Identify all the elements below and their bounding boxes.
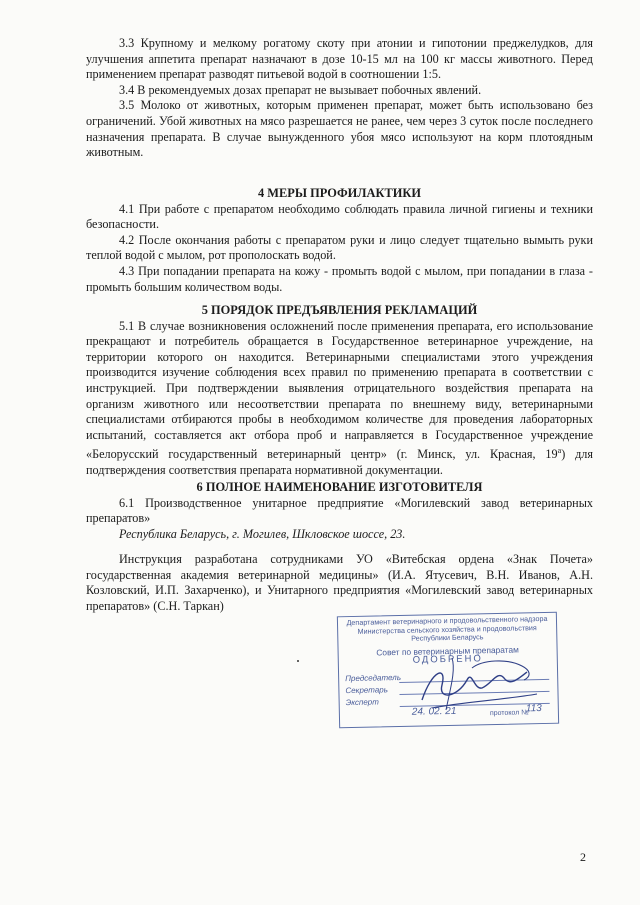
section-5-heading: 5 ПОРЯДОК ПРЕДЪЯВЛЕНИЯ РЕКЛАМАЦИЙ bbox=[201, 303, 478, 317]
manufacturer-address: Республика Беларусь, г. Могилев, Шкловское шоссе, 23. bbox=[119, 526, 406, 541]
stamp-protocol-number: 113 bbox=[525, 703, 542, 715]
page-number: 2 bbox=[580, 850, 586, 864]
section-6 bbox=[86, 480, 593, 542]
stamp-council: Совет по ветеринарным препаратам bbox=[376, 644, 519, 658]
paragraph-4-1: 4.1 При работе с препаратом необходимо соблюдать правила личной гигиены и техники безопасности. bbox=[86, 201, 593, 232]
paragraph-3-4: 3.4 В рекомендуемых дозах препарат не вызывает побочных явлений. bbox=[119, 82, 482, 97]
stamp-secretary-label: Секретарь bbox=[345, 685, 388, 696]
authors-paragraph: Инструкция разработана сотрудниками УО «Витебская ордена «Знак Почета» государственная академия ветеринарной медицины» (И.А. Ятусевич, В.Н. Иванов, А.Н. Козловский, И.П. Захарченко), и Унитарного предприятия «Могилевский завод ветеринарных препаратов» (С.Н. Таркан) bbox=[86, 552, 593, 613]
ink-dot bbox=[297, 660, 299, 662]
stamp-protocol-label: протокол № bbox=[489, 709, 529, 718]
paragraph-3-3: 3.3 Крупному и мелкому рогатому скоту при атонии и гипотонии преджелудков, для улучшения аппетита препарат назначают в дозе 10-15 мл на 100 кг массы животного. Перед применением препарат разводят питьевой водой в соотношении 1:5. bbox=[86, 36, 593, 82]
paragraph-4-3: 4.3 При попадании препарата на кожу - промыть водой с мылом, при попадании в глаза - промыть большим количеством воды. bbox=[86, 263, 593, 294]
stamp-approved: ОДОБРЕНО bbox=[412, 653, 483, 667]
handwritten-signature bbox=[412, 650, 542, 720]
paragraph-4-2: 4.2 После окончания работы с препаратом руки и лицо следует тщательно вымыть руки теплой водой с мылом, рот прополоскать водой. bbox=[86, 232, 593, 263]
section-4-heading: 4 МЕРЫ ПРОФИЛАКТИКИ bbox=[258, 186, 421, 200]
paragraph-5-1: 5.1 В случае возникновения осложнений после применения препарата, его использование прекращают и потребитель обращается в Государственное ветеринарное учреждение, на территории которого он находится. Ветеринарными специалистами этого учреждения производится изучение соблюдения всех правил по применению препарата в соответствии с инструкцией. При подтверждении выявления отрицательного воздействия препарата на организм животного или несоответствии препарата по внешнему виду, ветеринарными специалистами отбираются пробы в необходимом количестве для проведения лабораторных испытаний, составляется акт отбора проб и направляется в Государственное учреждение «Белорусский государственный ветеринарный центр» (г. Минск, ул. Красная, $19^а$) для подтверждения соответствия препарата нормативной документации. bbox=[86, 318, 593, 477]
superscript-a: а bbox=[557, 446, 562, 456]
stamp-chair-label: Председатель bbox=[345, 672, 402, 684]
stamp-expert-label: Эксперт bbox=[345, 697, 379, 708]
section-4 bbox=[86, 186, 593, 295]
paragraph-6-1: 6.1 Производственное унитарное предприятие «Могилевский завод ветеринарных препаратов» bbox=[86, 495, 593, 526]
authors-block bbox=[86, 552, 593, 614]
section-3-continued bbox=[86, 36, 593, 161]
stamp-date: 24. 02. 21 bbox=[411, 705, 457, 718]
paragraph-3-5: 3.5 Молоко от животных, которым применен препарат, может быть использовано без ограничений. Убой животных на мясо разрешается не ранее, чем через 3 суток после последнего назначения препарата. В случае вынужденного убоя мясо используют на корм плотоядным животным. bbox=[86, 98, 593, 160]
section-5 bbox=[86, 303, 593, 479]
stamp-organization: Департамент ветеринарного и продовольственного надзора Министерства сельского хозяйства и продовольствия Республики Беларусь bbox=[346, 613, 548, 643]
section-6-heading: 6 ПОЛНОЕ НАИМЕНОВАНИЕ ИЗГОТОВИТЕЛЯ bbox=[196, 480, 483, 494]
